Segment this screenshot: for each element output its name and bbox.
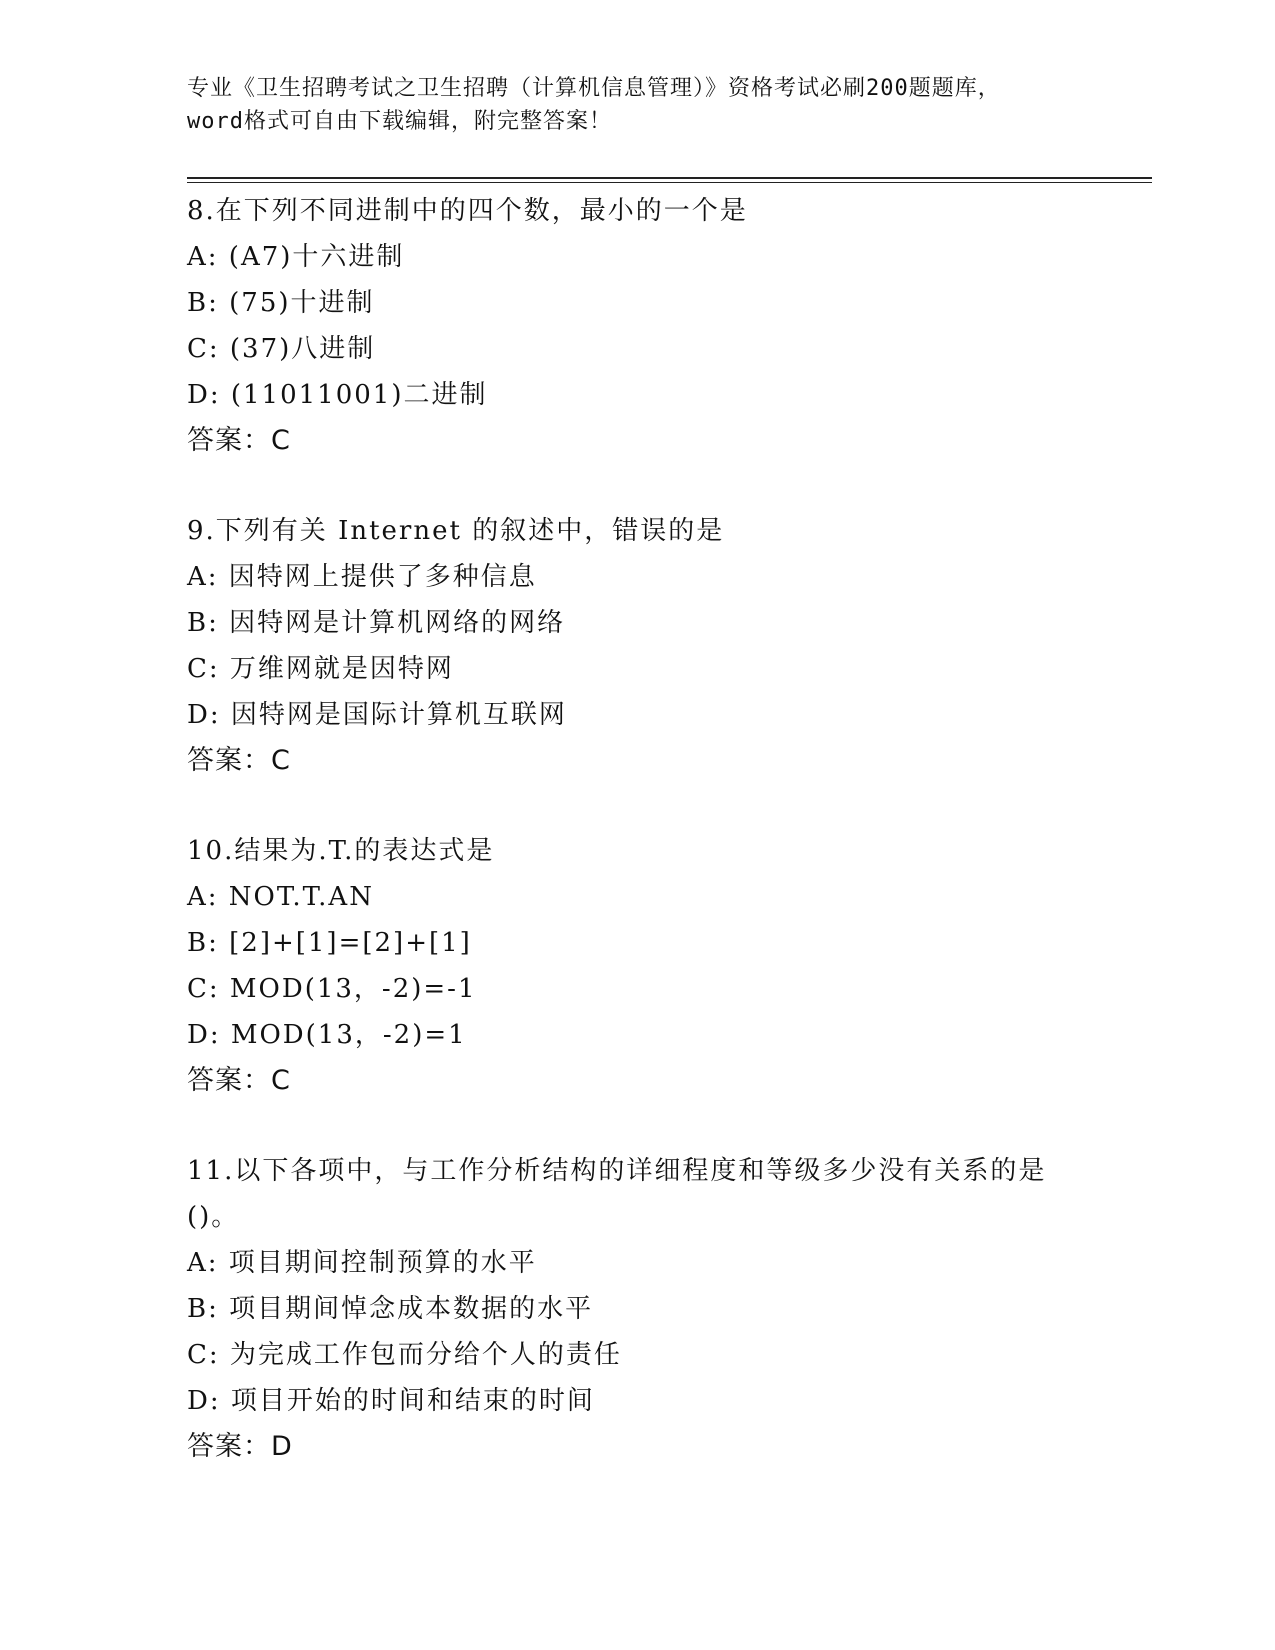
option-d: D: 项目开始的时间和结束的时间 [187,1386,595,1416]
option-c: C: (37)八进制 [187,334,376,364]
answer: 答案：C [187,1065,291,1096]
option-a: A: NOT.T.AN [187,882,374,912]
answer: 答案：C [187,425,291,456]
option-b: B: 因特网是计算机网络的网络 [187,608,566,638]
option-a: A: 因特网上提供了多种信息 [187,562,537,592]
question-stem: 11.以下各项中，与工作分析结构的详细程度和等级多少没有关系的是()。 [187,1156,1047,1232]
option-d: D: 因特网是国际计算机互联网 [187,700,567,730]
document-header [187,72,1087,138]
option-c: C: MOD(13，-2)=-1 [187,974,477,1004]
option-a: A: 项目期间控制预算的水平 [187,1248,537,1278]
answer: 答案：C [187,745,291,776]
question-11 [187,1148,1087,1470]
option-c: C: 万维网就是因特网 [187,654,454,684]
header-line-1: 专业《卫生招聘考试之卫生招聘（计算机信息管理）》资格考试必刷200题题库， [187,76,1001,101]
header-line-2: word格式可自由下载编辑，附完整答案！ [187,109,612,134]
option-c: C: 为完成工作包而分给个人的责任 [187,1340,622,1370]
header-divider-thick [187,177,1152,179]
option-b: B: (75)十进制 [187,288,375,318]
answer: 答案：D [187,1431,293,1462]
question-9 [187,508,1087,784]
question-10 [187,828,1087,1104]
question-stem: 9.下列有关 Internet 的叙述中，错误的是 [187,516,725,546]
question-stem: 10.结果为.T.的表达式是 [187,836,495,866]
option-d: D: MOD(13，-2)=1 [187,1020,467,1050]
option-d: D: (11011001)二进制 [187,380,488,410]
option-b: B: [2]+[1]=[2]+[1] [187,928,472,958]
option-b: B: 项目期间悼念成本数据的水平 [187,1294,594,1324]
header-divider-thin [187,182,1152,183]
question-8 [187,188,1087,464]
question-stem: 8.在下列不同进制中的四个数，最小的一个是 [187,196,748,226]
option-a: A: (A7)十六进制 [187,242,405,272]
